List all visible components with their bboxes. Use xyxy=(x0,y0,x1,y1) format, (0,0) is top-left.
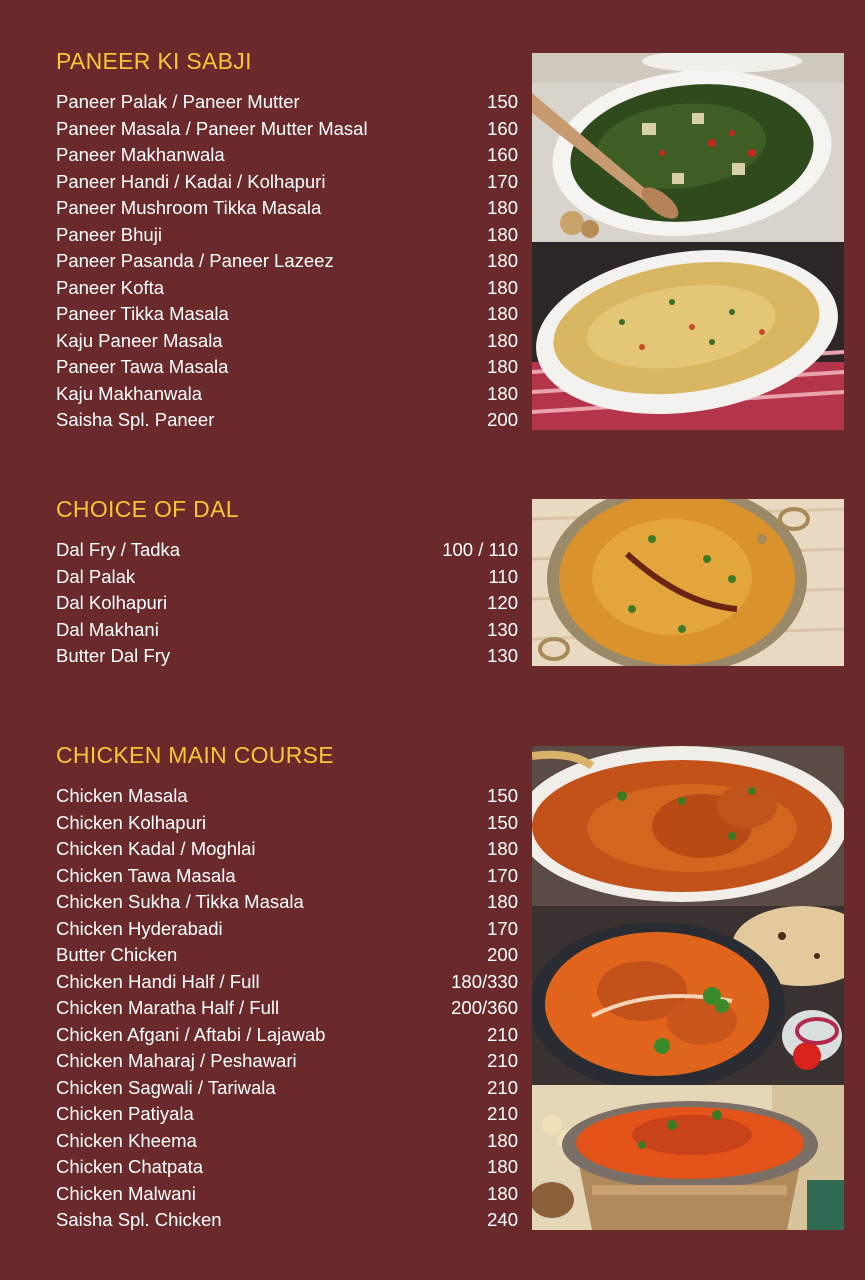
butter-chicken-photo xyxy=(532,906,844,1085)
menu-item-price: 170 xyxy=(487,864,518,886)
menu-item-price: 120 xyxy=(487,592,518,614)
menu-item-price: 160 xyxy=(487,117,518,139)
menu-item-price: 170 xyxy=(487,170,518,192)
menu-item xyxy=(56,995,518,1022)
menu-item xyxy=(56,1154,518,1181)
menu-item-name: Chicken Chatpata xyxy=(56,1156,204,1178)
menu-item-price: 180 xyxy=(487,382,518,404)
menu-item-price: 180 xyxy=(487,197,518,219)
menu-item-name: Paneer Pasanda / Paneer Lazeez xyxy=(56,250,334,272)
menu-item-name: Chicken Sukha / Tikka Masala xyxy=(56,891,304,913)
menu-item xyxy=(56,354,518,381)
menu-item xyxy=(56,116,518,143)
menu-item xyxy=(56,142,518,169)
menu-item-price: 180 xyxy=(487,356,518,378)
menu-item xyxy=(56,863,518,890)
menu-item xyxy=(56,275,518,302)
dal-menu-list xyxy=(56,537,518,670)
menu-item-price: 180 xyxy=(487,1156,518,1178)
menu-item-name: Chicken Malwani xyxy=(56,1182,196,1204)
menu-item-name: Chicken Kadal / Moghlai xyxy=(56,838,256,860)
menu-item-name: Chicken Masala xyxy=(56,785,188,807)
menu-item-price: 180 xyxy=(487,276,518,298)
menu-item-price: 200 xyxy=(487,944,518,966)
menu-item-name: Paneer Masala / Paneer Mutter Masal xyxy=(56,117,368,139)
menu-item-name: Butter Dal Fry xyxy=(56,645,171,667)
menu-item-price: 150 xyxy=(487,91,518,113)
menu-item-name: Chicken Kheema xyxy=(56,1129,197,1151)
menu-item-price: 240 xyxy=(487,1209,518,1231)
menu-item xyxy=(56,381,518,408)
menu-item-name: Chicken Maratha Half / Full xyxy=(56,997,280,1019)
menu-item xyxy=(56,1101,518,1128)
menu-item-price: 110 xyxy=(488,565,518,587)
menu-item-name: Chicken Hyderabadi xyxy=(56,917,223,939)
menu-item-name: Butter Chicken xyxy=(56,944,178,966)
menu-item xyxy=(56,169,518,196)
menu-item xyxy=(56,590,518,617)
menu-item-name: Saisha Spl. Paneer xyxy=(56,409,215,431)
menu-item xyxy=(56,1075,518,1102)
menu-item-name: Paneer Kofta xyxy=(56,276,164,298)
menu-item-name: Dal Kolhapuri xyxy=(56,592,168,614)
menu-item xyxy=(56,195,518,222)
menu-item xyxy=(56,783,518,810)
menu-item-price: 100 / 110 xyxy=(442,539,518,561)
chicken-handi-photo xyxy=(532,1085,844,1230)
dal-fry-photo xyxy=(532,499,844,666)
menu-item-price: 180 xyxy=(487,1129,518,1151)
menu-item xyxy=(56,328,518,355)
menu-item-name: Chicken Tawa Masala xyxy=(56,864,236,886)
menu-item-price: 210 xyxy=(487,1103,518,1125)
menu-item-price: 200/360 xyxy=(451,997,518,1019)
menu-item-name: Paneer Bhuji xyxy=(56,223,162,245)
menu-item-price: 180 xyxy=(487,838,518,860)
menu-item-price: 180 xyxy=(487,329,518,351)
menu-item-name: Paneer Makhanwala xyxy=(56,144,225,166)
menu-item-price: 180 xyxy=(487,1182,518,1204)
menu-item-price: 130 xyxy=(487,645,518,667)
menu-item-name: Paneer Mushroom Tikka Masala xyxy=(56,197,322,219)
menu-item-price: 180 xyxy=(487,250,518,272)
menu-item xyxy=(56,1022,518,1049)
menu-item-name: Paneer Handi / Kadai / Kolhapuri xyxy=(56,170,326,192)
menu-item-name: Chicken Kolhapuri xyxy=(56,811,207,833)
menu-item-name: Kaju Paneer Masala xyxy=(56,329,223,351)
menu-item-price: 210 xyxy=(487,1023,518,1045)
section-title-paneer: PANEER KI SABJI xyxy=(56,48,252,74)
menu-item-name: Saisha Spl. Chicken xyxy=(56,1209,222,1231)
menu-item-name: Dal Makhani xyxy=(56,618,159,640)
menu-item-price: 150 xyxy=(487,811,518,833)
menu-item-price: 200 xyxy=(487,409,518,431)
chicken-menu-list xyxy=(56,783,518,1234)
menu-item-price: 210 xyxy=(487,1076,518,1098)
menu-item-price: 180 xyxy=(487,891,518,913)
menu-item xyxy=(56,1128,518,1155)
menu-item-price: 210 xyxy=(487,1050,518,1072)
menu-item-name: Dal Palak xyxy=(56,565,136,587)
paneer-bhurji-photo xyxy=(532,242,844,430)
paneer-menu-list xyxy=(56,89,518,434)
menu-item xyxy=(56,301,518,328)
menu-item-price: 180/330 xyxy=(451,970,518,992)
menu-item-name: Paneer Tikka Masala xyxy=(56,303,229,325)
palak-paneer-photo xyxy=(532,53,844,242)
menu-item-name: Kaju Makhanwala xyxy=(56,382,203,404)
menu-item-price: 160 xyxy=(487,144,518,166)
menu-item-name: Chicken Handi Half / Full xyxy=(56,970,260,992)
menu-item xyxy=(56,564,518,591)
menu-item-price: 130 xyxy=(487,618,518,640)
menu-item xyxy=(56,810,518,837)
menu-item xyxy=(56,222,518,249)
menu-item xyxy=(56,248,518,275)
menu-item-name: Paneer Palak / Paneer Mutter xyxy=(56,91,300,113)
menu-item-price: 150 xyxy=(487,785,518,807)
menu-item-name: Dal Fry / Tadka xyxy=(56,539,181,561)
menu-item-price: 180 xyxy=(487,223,518,245)
menu-item xyxy=(56,407,518,434)
menu-item-name: Chicken Maharaj / Peshawari xyxy=(56,1050,297,1072)
menu-item xyxy=(56,942,518,969)
menu-item-name: Chicken Afgani / Aftabi / Lajawab xyxy=(56,1023,326,1045)
menu-item xyxy=(56,617,518,644)
menu-item xyxy=(56,836,518,863)
menu-item xyxy=(56,916,518,943)
menu-item xyxy=(56,969,518,996)
menu-item-name: Paneer Tawa Masala xyxy=(56,356,229,378)
menu-item xyxy=(56,89,518,116)
menu-item-price: 170 xyxy=(487,917,518,939)
menu-item xyxy=(56,1181,518,1208)
menu-item xyxy=(56,889,518,916)
section-title-chicken: CHICKEN MAIN COURSE xyxy=(56,742,334,768)
menu-item-price: 180 xyxy=(487,303,518,325)
menu-item xyxy=(56,1207,518,1234)
menu-item xyxy=(56,537,518,564)
section-title-dal: CHOICE OF DAL xyxy=(56,496,239,522)
menu-item xyxy=(56,1048,518,1075)
menu-item xyxy=(56,643,518,670)
menu-item-name: Chicken Sagwali / Tariwala xyxy=(56,1076,276,1098)
menu-item-name: Chicken Patiyala xyxy=(56,1103,194,1125)
chicken-masala-photo xyxy=(532,746,844,906)
